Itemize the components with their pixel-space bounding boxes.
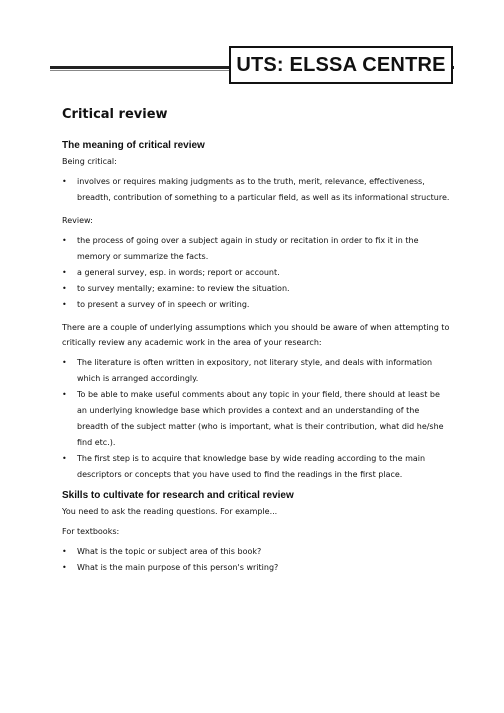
page-title: Critical review [62,107,168,122]
being-critical-list [62,174,450,206]
textbooks-label: For textbooks: [62,527,120,536]
bullet-icon: • [62,563,67,572]
list-item: • to present a survey of in speech or writing. [62,297,450,313]
assumptions-list [62,355,450,483]
list-item: • The literature is often written in expository, not literary style, and deals with information which is arranged accordingly. [62,355,450,387]
bullet-icon: • [62,454,67,463]
bullet-icon: • [62,300,67,309]
bullet-icon: • [62,236,67,245]
section-heading-skills: Skills to cultivate for research and critical review [62,490,294,501]
review-list [62,233,450,313]
brand-box [229,46,453,84]
list-item: • The first step is to acquire that knowledge base by wide reading according to the main descriptors or concepts that you have used to find the readings in the first place. [62,451,450,483]
bullet-icon: • [62,284,67,293]
bullet-icon: • [62,390,67,399]
list-item: • To be able to make useful comments about any topic in your field, there should at least be an underlying knowledge base which provides a context and an understanding of the breadth of the subject matter (who is important, what is their contribution, what did he/she find etc.). [62,387,450,451]
brand-text: UTS: ELSSA CENTRE [236,53,446,76]
assumptions-intro: There are a couple of underlying assumptions which you should be aware of when attempting to critically review any academic work in the area of your research: [62,323,450,347]
bullet-icon: • [62,268,67,277]
being-critical-label: Being critical: [62,157,117,166]
review-label: Review: [62,216,93,225]
textbook-questions-list [62,544,450,576]
document-body [62,107,450,583]
bullet-icon: • [62,547,67,556]
section-heading-meaning: The meaning of critical review [62,140,205,151]
list-item: • What is the main purpose of this person's writing? [62,560,450,576]
header-rule-shadow [50,70,230,71]
list-item: • involves or requires making judgments as to the truth, merit, relevance, effectiveness, breadth, contribution of something to a particular field, as well as its informational structure. [62,174,450,206]
bullet-icon: • [62,358,67,367]
list-item: • to survey mentally; examine: to review the situation. [62,281,450,297]
list-item: • the process of going over a subject again in study or recitation in order to fix it in the memory or summarize the facts. [62,233,450,265]
bullet-icon: • [62,177,67,186]
list-item: • What is the topic or subject area of this book? [62,544,450,560]
list-item: • a general survey, esp. in words; report or account. [62,265,450,281]
skills-intro: You need to ask the reading questions. For example... [62,507,278,516]
